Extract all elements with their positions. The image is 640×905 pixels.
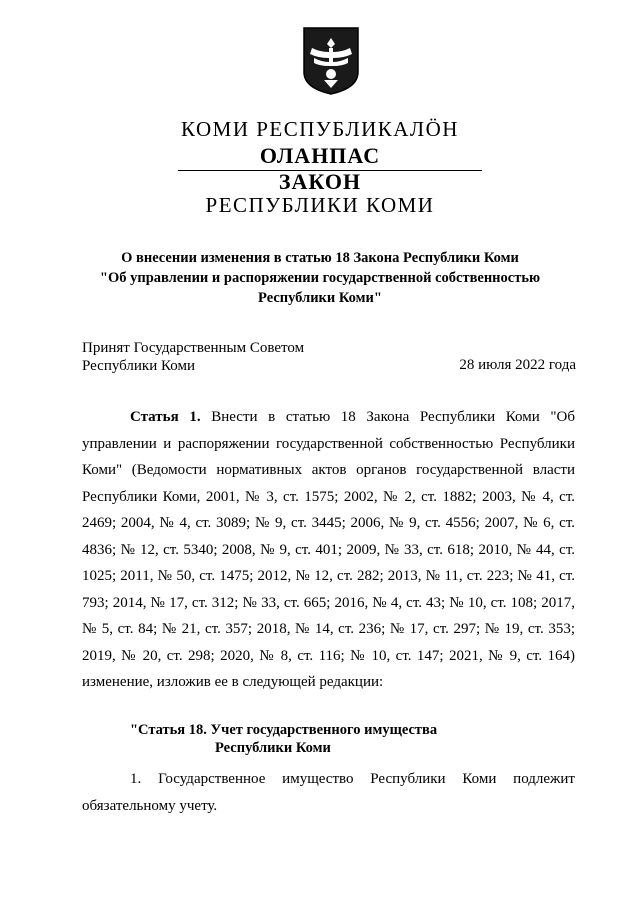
adopted-line: Принят Государственным Советом xyxy=(82,340,305,356)
subject-line: О внесении изменения в статью 18 Закона Республики Коми xyxy=(121,250,519,266)
adopted-line: Республики Коми xyxy=(82,358,195,374)
adopted-by xyxy=(82,339,304,375)
adoption-date: 28 июля 2022 года xyxy=(459,357,576,373)
article-1-paragraph xyxy=(82,404,575,696)
coat-of-arms-emblem xyxy=(302,26,360,96)
article-1-label: Статья 1. xyxy=(130,409,201,425)
republic-komi-ru-title: РЕСПУБЛИКИ КОМИ xyxy=(205,193,435,217)
republic-komi-title: КОМИ РЕСПУБЛИКАЛӦН xyxy=(181,117,459,141)
article-18-heading xyxy=(130,721,437,757)
subject-line: Республики Коми" xyxy=(258,290,382,306)
zakon-title: ЗАКОН xyxy=(278,169,362,194)
article-18-title-cont: Республики Коми xyxy=(215,740,331,756)
olanpas-title: ОЛАНПАС xyxy=(259,143,381,168)
subject-line: "Об управлении и распоряжении государственной собственностью xyxy=(99,270,541,286)
article-1-text: Внести в статью 18 Закона Республики Коми "Об управлении и распоряжении государственной собственностью Республики Коми" (Ведомости нормативных актов органов государственной власти Республики Коми, 2001, № 3, ст. 1575; 2002, № 2, ст. 1882; 2003, № 4, ст. 2469; 2004, № 4, ст. 3089; № 9, ст. 3445; 2006, № 9, ст. 4556; 2007, № 6, ст. 4836; № 12, ст. 5340; 2008, № 9, ст. 401; 2009, № 33, ст. 618; 2010, № 44, ст. 1025; 2011, № 50, ст. 1475; 2012, № 12, ст. 282; 2013, № 11, ст. 223; № 41, ст. 793; 2014, № 17, ст. 312; № 33, ст. 665; 2016, № 4, ст. 43; № 10, ст. 108; 2017, № 5, ст. 84; № 21, ст. 357; 2018, № 14, ст. 236; № 17, ст. 297; № 19, ст. 353; 2019, № 20, ст. 298; 2020, № 8, ст. 116; № 10, ст. 147; 2021, № 9, ст. 164) изменение, изложив ее в следующей редакции: xyxy=(82,409,575,690)
law-subject xyxy=(0,248,640,308)
article-18-title: "Статья 18. Учет государственного имущества xyxy=(130,722,438,738)
article-18-point-1: 1. Государственное имущество Республики Коми подлежит обязательному учету. xyxy=(82,771,575,814)
